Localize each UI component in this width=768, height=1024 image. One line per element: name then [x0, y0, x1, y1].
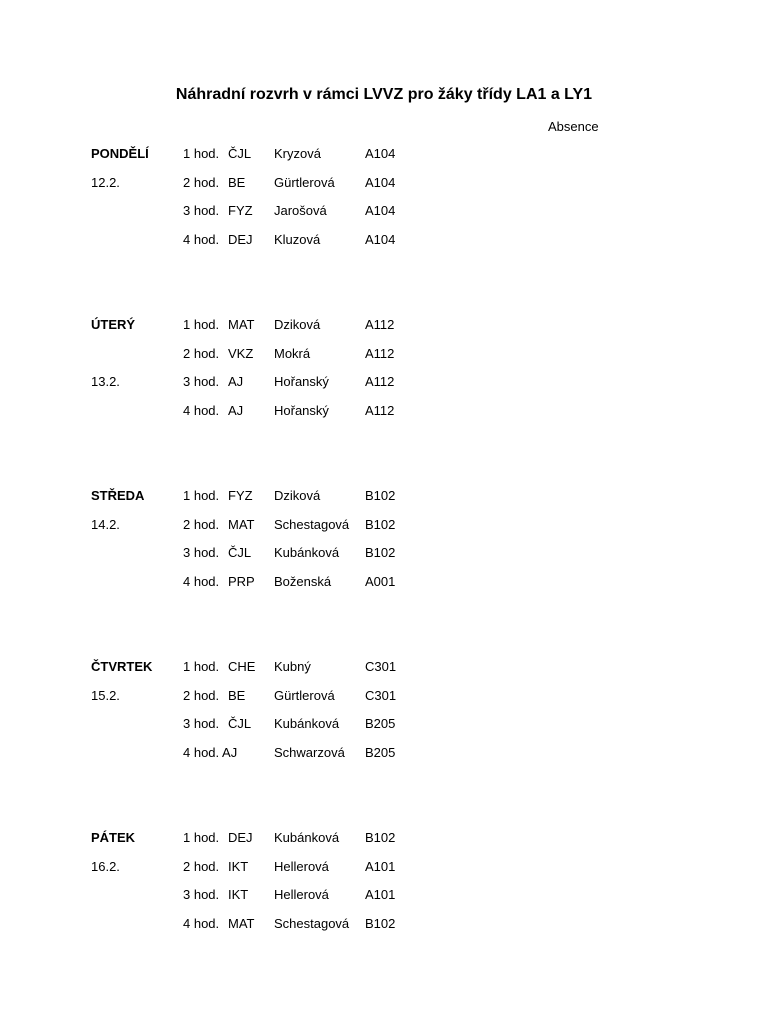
lesson-room: B102 [365, 545, 396, 560]
lesson-hour: 3 hod. [183, 374, 220, 389]
lesson-room: A112 [365, 403, 395, 418]
lesson-subject: MAT [228, 317, 255, 332]
lesson-teacher: Hořanský [274, 374, 329, 389]
lesson-subject: DEJ [228, 830, 253, 845]
lesson-teacher: Hellerová [274, 859, 329, 874]
lesson-teacher: Dziková [274, 317, 321, 332]
lesson-subject: IKT [228, 887, 249, 902]
lesson-room: B102 [365, 517, 396, 532]
lesson-hour: 1 hod. [183, 317, 220, 332]
day-date: 14.2. [91, 517, 120, 532]
lesson-room: B205 [365, 745, 396, 760]
lesson-teacher: Kubánková [274, 716, 340, 731]
lesson-teacher: Dziková [274, 488, 321, 503]
lesson-hour: 2 hod. [183, 517, 220, 532]
day-name: PONDĚLÍ [91, 146, 149, 161]
lesson-hour: 1 hod. [183, 659, 220, 674]
lesson-room: C301 [365, 688, 397, 703]
lesson-subject: FYZ [228, 488, 253, 503]
lesson-hour: 2 hod. [183, 346, 220, 361]
lesson-room: A101 [365, 859, 396, 874]
lesson-subject: IKT [228, 859, 249, 874]
lesson-room: A104 [365, 175, 396, 190]
lesson-teacher: Schwarzová [274, 745, 345, 760]
lesson-subject: BE [228, 688, 246, 703]
lesson-room: A104 [365, 203, 396, 218]
lesson-teacher: Kluzová [274, 232, 321, 247]
day-name: PÁTEK [91, 830, 136, 845]
lesson-room: A104 [365, 232, 396, 247]
lesson-hour: 4 hod. [183, 232, 220, 247]
lesson-hour: 1 hod. [183, 146, 220, 161]
lesson-room: B102 [365, 488, 396, 503]
lesson-teacher: Kubánková [274, 545, 340, 560]
page-title: Náhradní rozvrh v rámci LVVZ pro žáky třídy LA1 a LY1 [175, 86, 593, 103]
day-date: 12.2. [91, 175, 120, 190]
lesson-subject: BE [228, 175, 246, 190]
lesson-hour: 3 hod. [183, 887, 220, 902]
lesson-teacher: Kryzová [274, 146, 321, 161]
day-date: 15.2. [91, 688, 120, 703]
lesson-room: A112 [365, 374, 395, 389]
day-date: 16.2. [91, 859, 120, 874]
lesson-hour: 1 hod. [183, 830, 220, 845]
lesson-subject: ČJL [228, 545, 252, 560]
lesson-teacher: Gürtlerová [274, 688, 335, 703]
lesson-subject: FYZ [228, 203, 253, 218]
lesson-teacher: Schestagová [274, 517, 350, 532]
lesson-room: A104 [365, 146, 396, 161]
lesson-teacher: Jarošová [274, 203, 327, 218]
lesson-room: A112 [365, 346, 395, 361]
lesson-hour: 2 hod. [183, 859, 220, 874]
absence-header: Absence [548, 119, 599, 134]
day-name: ÚTERÝ [91, 317, 136, 332]
lesson-hour: 4 hod. [183, 403, 220, 418]
lesson-hour: 4 hod. AJ [183, 745, 238, 760]
lesson-subject: CHE [228, 659, 256, 674]
lesson-teacher: Kubný [274, 659, 311, 674]
lesson-teacher: Hellerová [274, 887, 329, 902]
lesson-hour: 2 hod. [183, 688, 220, 703]
lesson-room: B205 [365, 716, 396, 731]
lesson-teacher: Kubánková [274, 830, 340, 845]
day-name: STŘEDA [91, 488, 145, 503]
lesson-room: C301 [365, 659, 397, 674]
lesson-hour: 4 hod. [183, 574, 220, 589]
lesson-subject: VKZ [228, 346, 254, 361]
lesson-room: A112 [365, 317, 395, 332]
lesson-subject: PRP [228, 574, 255, 589]
lesson-room: A001 [365, 574, 396, 589]
lesson-room: B102 [365, 830, 396, 845]
day-name: ČTVRTEK [91, 659, 153, 674]
lesson-subject: AJ [228, 403, 244, 418]
lesson-subject: MAT [228, 916, 255, 931]
lesson-subject: ČJL [228, 716, 252, 731]
lesson-hour: 4 hod. [183, 916, 220, 931]
lesson-teacher: Schestagová [274, 916, 350, 931]
lesson-hour: 3 hod. [183, 716, 220, 731]
lesson-subject: DEJ [228, 232, 253, 247]
lesson-subject: AJ [228, 374, 244, 389]
lesson-subject: MAT [228, 517, 255, 532]
lesson-hour: 1 hod. [183, 488, 220, 503]
lesson-hour: 3 hod. [183, 545, 220, 560]
lesson-teacher: Mokrá [274, 346, 311, 361]
lesson-subject: ČJL [228, 146, 252, 161]
lesson-hour: 2 hod. [183, 175, 220, 190]
lesson-hour: 3 hod. [183, 203, 220, 218]
lesson-room: A101 [365, 887, 396, 902]
lesson-teacher: Gürtlerová [274, 175, 335, 190]
lesson-teacher: Hořanský [274, 403, 329, 418]
day-date: 13.2. [91, 374, 120, 389]
lesson-teacher: Boženská [274, 574, 332, 589]
lesson-room: B102 [365, 916, 396, 931]
